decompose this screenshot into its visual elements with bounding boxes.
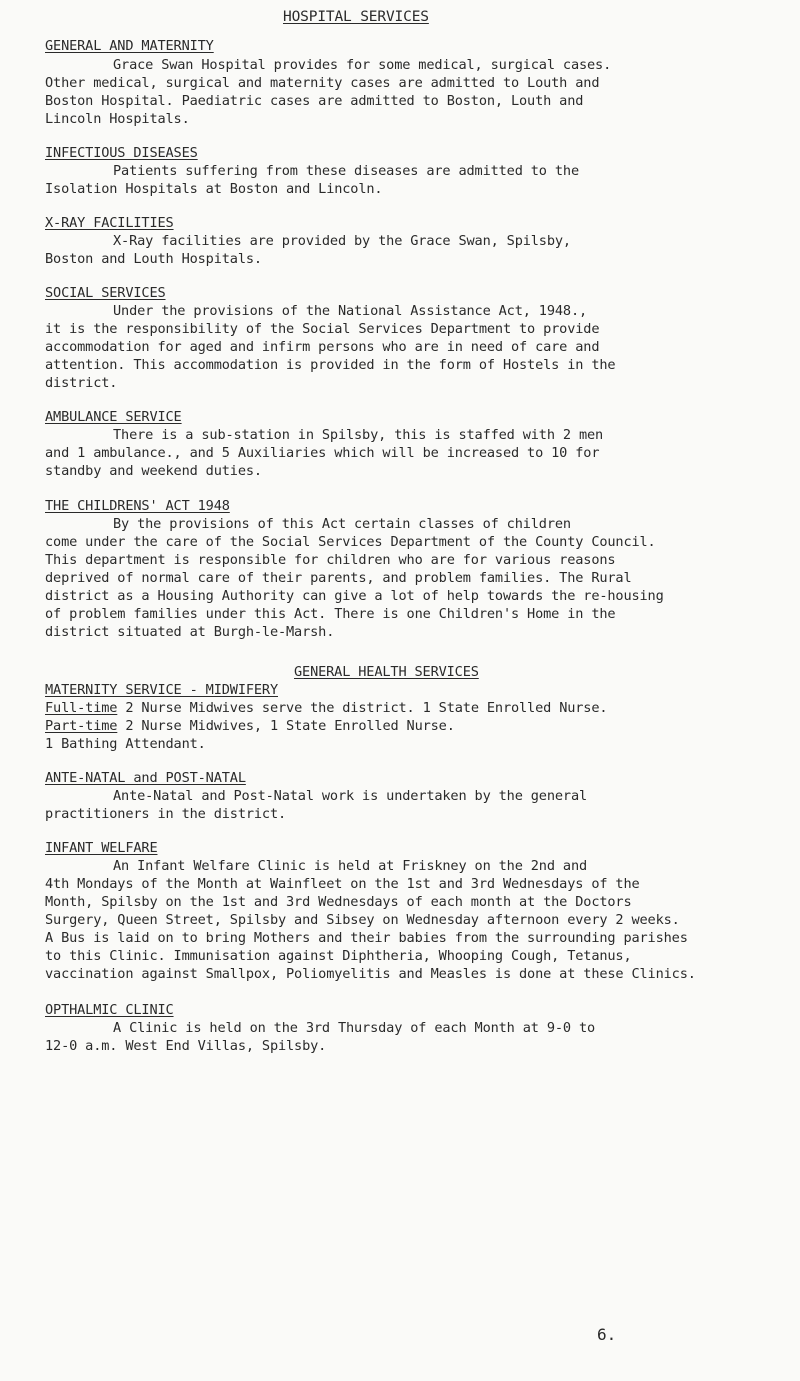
- paragraph-line: Grace Swan Hospital provides for some medical, surgical cases.: [113, 57, 612, 73]
- bathing-attendant-line: 1 Bathing Attendant.: [45, 736, 206, 752]
- heading-ambulance: AMBULANCE SERVICE: [45, 409, 182, 425]
- paragraph-line: Patients suffering from these diseases are admitted to the: [113, 163, 579, 179]
- heading-childrens-act: THE CHILDRENS' ACT 1948: [45, 498, 230, 514]
- paragraph-line: By the provisions of this Act certain classes of children: [113, 516, 571, 532]
- paragraph-line: Surgery, Queen Street, Spilsby and Sibsey on Wednesday afternoon every 2 weeks.: [45, 912, 680, 928]
- full-time-text: 2 Nurse Midwives serve the district. 1 State Enrolled Nurse.: [117, 700, 608, 716]
- paragraph-line: Under the provisions of the National Assistance Act, 1948.,: [113, 303, 588, 319]
- paragraph-line: Lincoln Hospitals.: [45, 111, 190, 127]
- full-time-label: Full-time: [45, 700, 118, 716]
- paragraph-line: An Infant Welfare Clinic is held at Friskney on the 2nd and: [113, 858, 588, 874]
- paragraph-line: 12-0 a.m. West End Villas, Spilsby.: [45, 1038, 327, 1054]
- paragraph-line: 4th Mondays of the Month at Wainfleet on the 1st and 3rd Wednesdays of the: [45, 876, 640, 892]
- paragraph-line: Boston Hospital. Paediatric cases are admitted to Boston, Louth and: [45, 93, 584, 109]
- heading-social: SOCIAL SERVICES: [45, 285, 166, 301]
- paragraph-line: district as a Housing Authority can give a lot of help towards the re-housing: [45, 588, 664, 604]
- paragraph-line: accommodation for aged and infirm persons who are in need of care and: [45, 339, 600, 355]
- heading-infant-welfare: INFANT WELFARE: [45, 840, 158, 856]
- paragraph-line: it is the responsibility of the Social Services Department to provide: [45, 321, 600, 337]
- paragraph-line: vaccination against Smallpox, Poliomyelitis and Measles is done at these Clinics.: [45, 966, 696, 982]
- heading-opthalmic: OPTHALMIC CLINIC: [45, 1002, 174, 1018]
- paragraph-line: Other medical, surgical and maternity cases are admitted to Louth and: [45, 75, 600, 91]
- heading-general-maternity: GENERAL AND MATERNITY: [45, 38, 214, 54]
- heading-midwifery: MATERNITY SERVICE - MIDWIFERY: [45, 682, 278, 698]
- paragraph-line: A Clinic is held on the 3rd Thursday of each Month at 9-0 to: [113, 1020, 596, 1036]
- paragraph-line: to this Clinic. Immunisation against Diphtheria, Whooping Cough, Tetanus,: [45, 948, 632, 964]
- paragraph-line: Isolation Hospitals at Boston and Lincoln.: [45, 181, 383, 197]
- paragraph-line: practitioners in the district.: [45, 806, 287, 822]
- midwifery-part-time-line: [45, 717, 455, 735]
- paragraph-line: Ante-Natal and Post-Natal work is undertaken by the general: [113, 788, 588, 804]
- paragraph-line: and 1 ambulance., and 5 Auxiliaries which will be increased to 10 for: [45, 445, 600, 461]
- paragraph-line: There is a sub-station in Spilsby, this is staffed with 2 men: [113, 427, 604, 443]
- heading-antenatal: ANTE-NATAL and POST-NATAL: [45, 770, 246, 786]
- paragraph-line: of problem families under this Act. There is one Children's Home in the: [45, 606, 616, 622]
- paragraph-line: A Bus is laid on to bring Mothers and their babies from the surrounding parishes: [45, 930, 688, 946]
- part-time-text: 2 Nurse Midwives, 1 State Enrolled Nurse.: [117, 718, 455, 734]
- heading-xray: X-RAY FACILITIES: [45, 215, 174, 231]
- heading-infectious: INFECTIOUS DISEASES: [45, 145, 198, 161]
- paragraph-line: deprived of normal care of their parents, and problem families. The Rural: [45, 570, 632, 586]
- paragraph-line: Boston and Louth Hospitals.: [45, 251, 262, 267]
- paragraph-line: This department is responsible for children who are for various reasons: [45, 552, 616, 568]
- midwifery-full-time-line: [45, 699, 607, 717]
- paragraph-line: Month, Spilsby on the 1st and 3rd Wednesdays of each month at the Doctors: [45, 894, 632, 910]
- paragraph-line: district situated at Burgh-le-Marsh.: [45, 624, 335, 640]
- page-number: 6.: [597, 1325, 617, 1344]
- paragraph-line: come under the care of the Social Services Department of the County Council.: [45, 534, 656, 550]
- page-title: HOSPITAL SERVICES: [283, 9, 429, 25]
- paragraph-line: attention. This accommodation is provided in the form of Hostels in the: [45, 357, 616, 373]
- paragraph-line: district.: [45, 375, 118, 391]
- heading-general-health: GENERAL HEALTH SERVICES: [294, 664, 479, 680]
- part-time-label: Part-time: [45, 718, 118, 734]
- paragraph-line: X-Ray facilities are provided by the Grace Swan, Spilsby,: [113, 233, 571, 249]
- paragraph-line: standby and weekend duties.: [45, 463, 262, 479]
